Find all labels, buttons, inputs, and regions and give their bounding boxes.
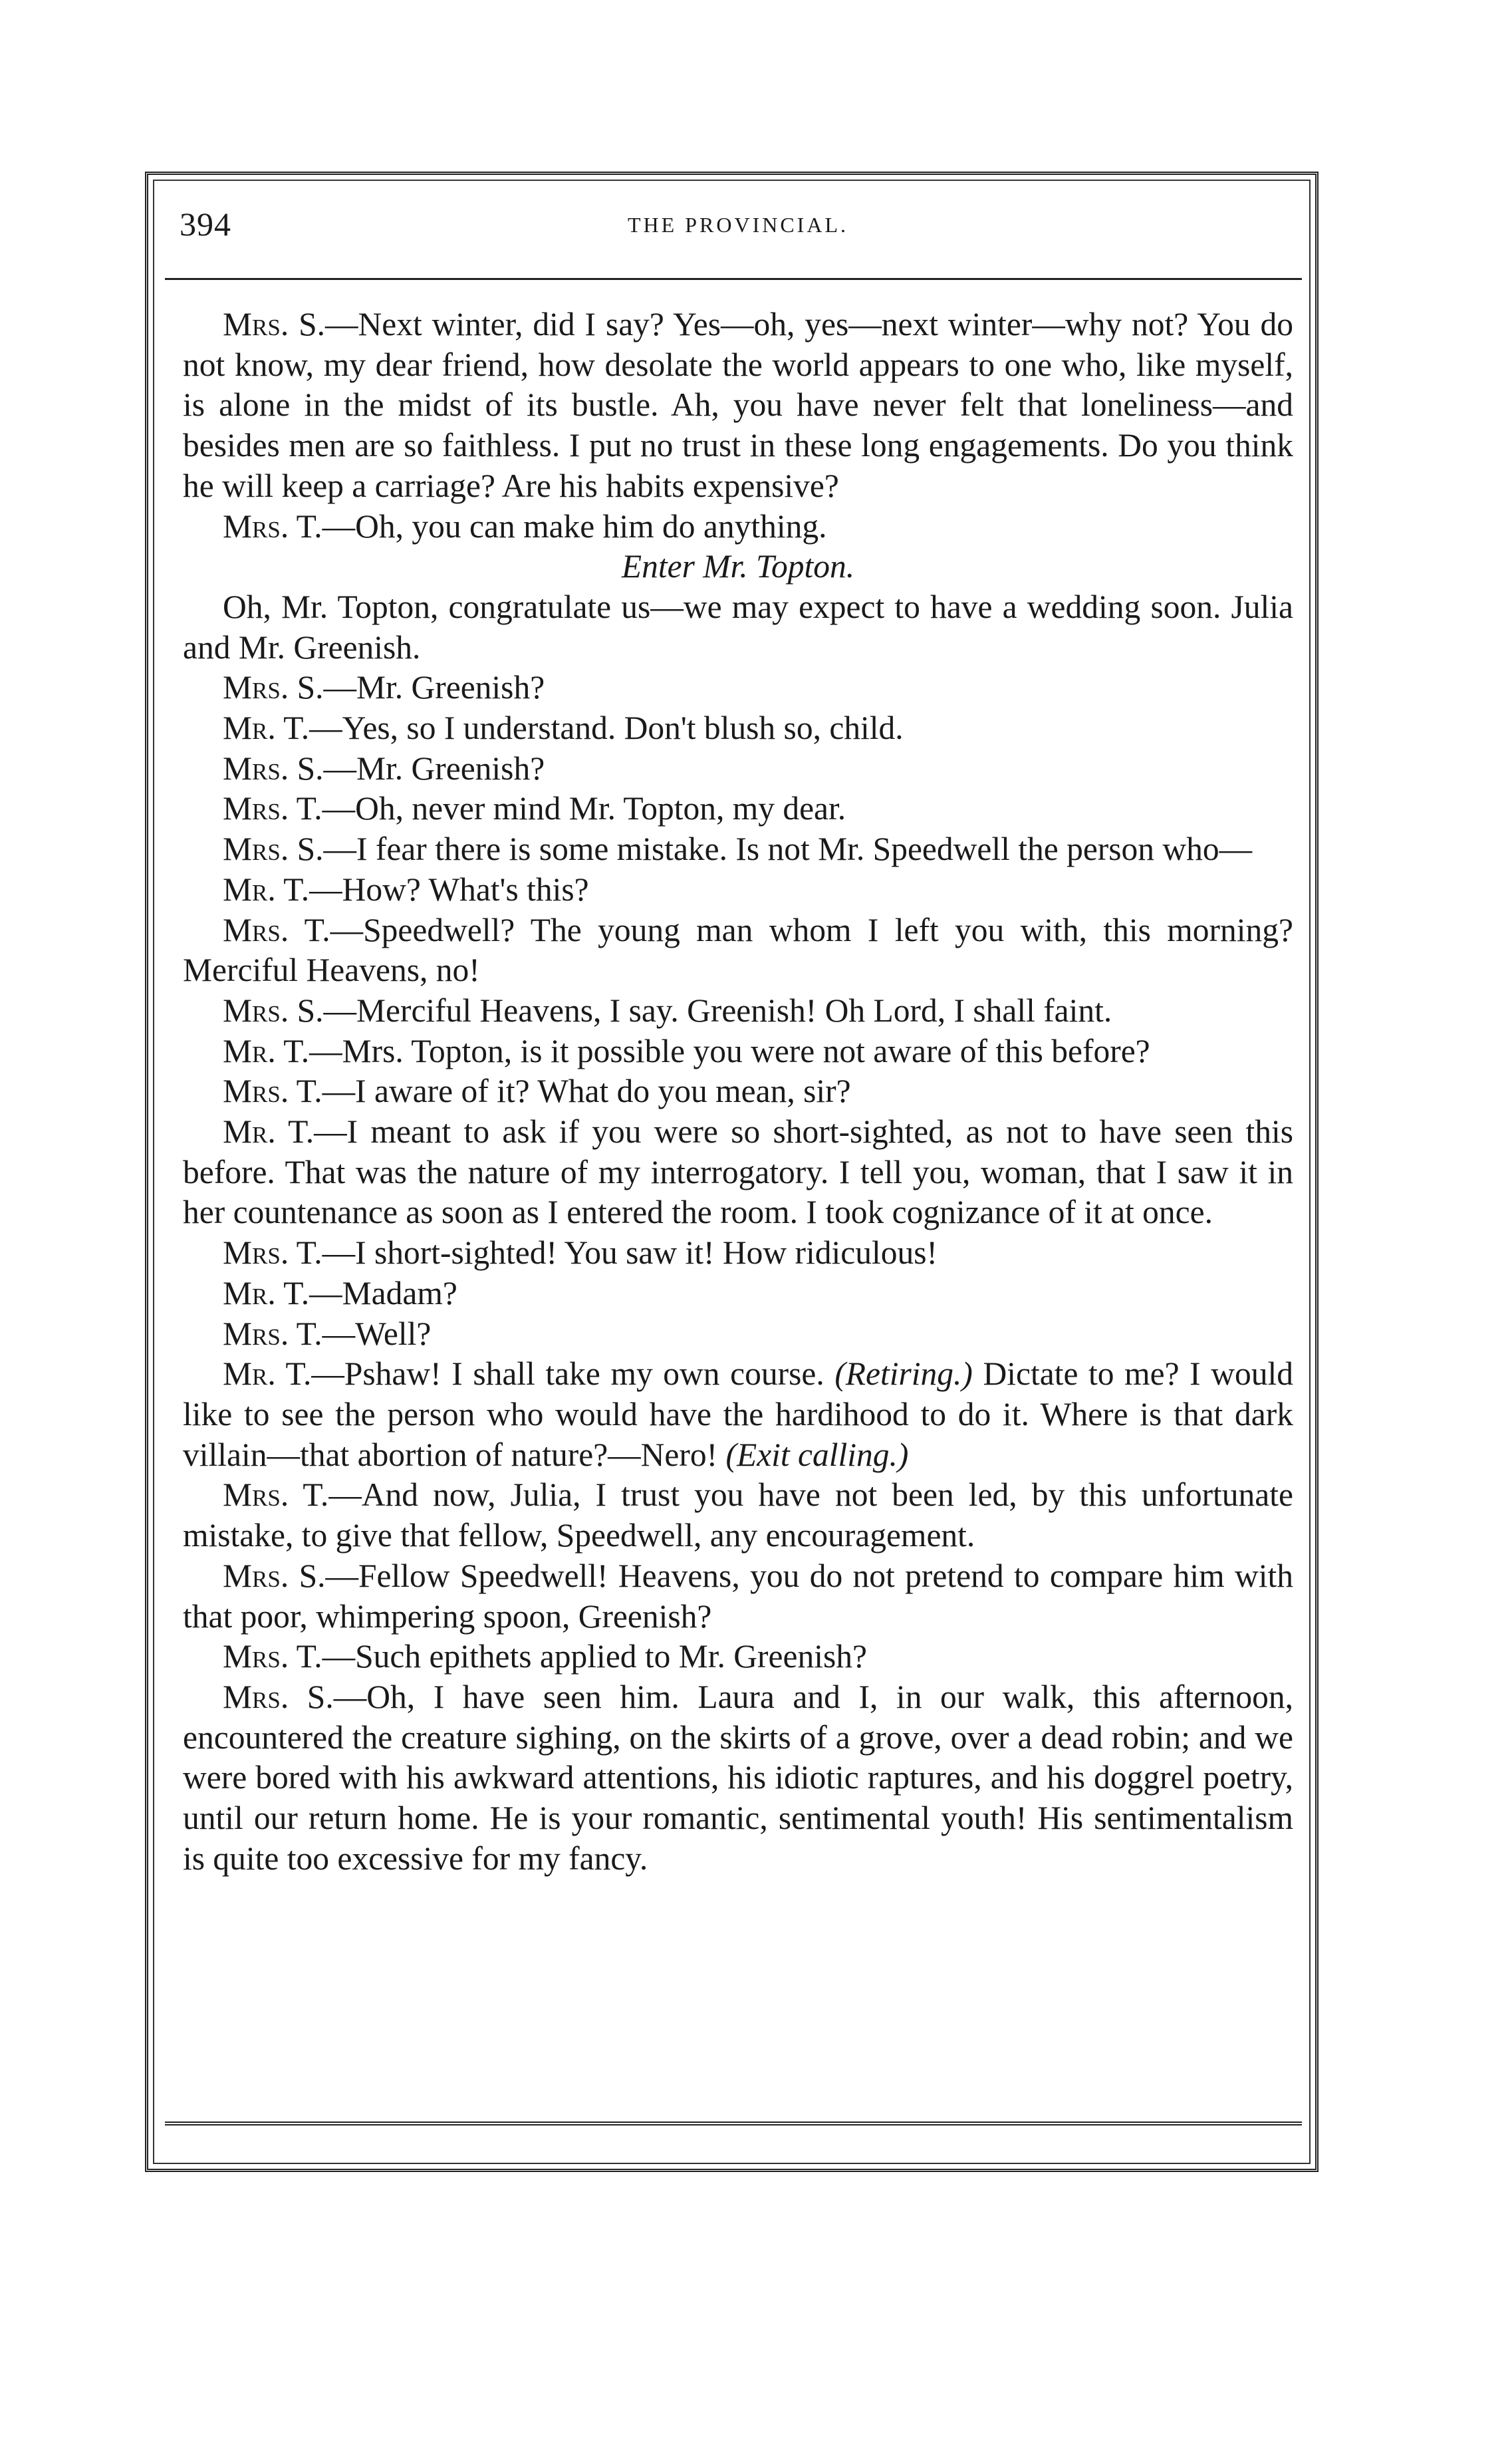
dialogue-text: —Such epithets applied to Mr. Greenish? (322, 1638, 867, 1675)
dialogue-text: —Mr. Greenish? (323, 669, 545, 706)
dialogue-text: —How? What's this? (309, 871, 589, 908)
dialogue-text: —I fear there is some mistake. Is not Mr. Speedwell the person who— (323, 831, 1253, 868)
paragraph (183, 305, 1293, 507)
paragraph (183, 991, 1293, 1031)
paragraph (183, 587, 1293, 668)
page-number: 394 (180, 205, 231, 243)
dialogue-text: —Oh, I have seen him. Laura and I, in our walk, this afternoon, encountered the creature sighing, on the skirts of a grove, over a dead robin; and we were bored with his awkward attentions, his idiotic raptures, and his doggrel poetry, until our return home. He is your romantic, sentimental youth! His sentimentalism is quite too excessive for my fancy. (183, 1678, 1293, 1877)
paragraph (183, 870, 1293, 910)
paragraph (183, 668, 1293, 708)
paragraph (183, 749, 1293, 789)
footer-rule (165, 2122, 1302, 2125)
paragraph (183, 1233, 1293, 1274)
speaker-name: Mrs. T. (223, 1638, 322, 1675)
speaker-name: Mrs. S. (223, 306, 326, 342)
dialogue-text: —Merciful Heavens, I say. Greenish! Oh Lord, I shall faint. (323, 992, 1112, 1029)
paragraph (183, 1071, 1293, 1112)
paragraph (183, 1031, 1293, 1072)
paragraph (183, 910, 1293, 991)
dialogue-text: —Fellow Speedwell! Heavens, you do not pretend to compare him with that poor, whimpering spoon, Greenish? (183, 1557, 1293, 1635)
speaker-name: Mr. T. (223, 1274, 310, 1311)
paragraph (183, 1274, 1293, 1314)
speaker-name: Mr. T. (223, 1113, 315, 1151)
dialogue-text: —Yes, so I understand. Don't blush so, child. (309, 710, 904, 747)
page-header (180, 205, 1297, 258)
speaker-name: Mrs. T. (223, 1073, 322, 1110)
dialogue-text: —And now, Julia, I trust you have not been led, by this unfortunate mistake, to give that fellow, Speedwell, any encouragement. (183, 1476, 1293, 1554)
paragraph (183, 1354, 1293, 1475)
stage-direction-inline: (Retiring.) (834, 1355, 973, 1393)
speaker-name: Mrs. S. (223, 992, 324, 1029)
paragraph (183, 1677, 1293, 1879)
paragraph (183, 708, 1293, 749)
speaker-name: Mrs. T. (223, 1315, 322, 1352)
running-title: THE PROVINCIAL. (628, 213, 848, 237)
paragraph (183, 1314, 1293, 1355)
speaker-name: Mr. T. (223, 710, 310, 747)
paragraph (183, 1112, 1293, 1233)
body-text (183, 305, 1293, 1879)
speaker-name: Mrs. S. (223, 669, 324, 706)
dialogue-text: —Oh, you can make him do anything. (322, 507, 827, 545)
dialogue-text: —I short-sighted! You saw it! How ridiculous! (322, 1234, 938, 1272)
speaker-name: Mrs. S. (223, 1557, 326, 1594)
speaker-name: Mrs. T. (223, 507, 322, 545)
speaker-name: Mr. T. (223, 1355, 312, 1393)
stage-direction-inline: (Exit calling.) (725, 1436, 909, 1473)
dialogue-text: —Next winter, did I say? Yes—oh, yes—next winter—why not? You do not know, my dear friend, how desolate the world appears to one who, like myself, is alone in the midst of its bustle. Ah, you have never felt that loneliness—and besides men are so faithless. I put no trust in these long engagements. Do you think he will keep a carriage? Are his habits expensive? (183, 306, 1293, 504)
dialogue-text: —I aware of it? What do you mean, sir? (322, 1073, 851, 1110)
dialogue-text: —I meant to ask if you were so short-sighted, as not to have seen this before. That was the nature of my interrogatory. I tell you, woman, that I saw it in her countenance as soon as I entered the room. I took cognizance of it at once. (183, 1113, 1294, 1231)
speaker-name: Mrs. S. (223, 1678, 334, 1715)
speaker-name: Mrs. S. (223, 750, 324, 787)
paragraph (183, 829, 1293, 870)
dialogue-text: —Pshaw! I shall take my own course. (311, 1355, 824, 1393)
speaker-name: Mrs. T. (223, 790, 322, 827)
speaker-name: Mrs. T. (223, 911, 330, 948)
dialogue-text: Dictate to me? I would like to see the person who would have the hardihood to do it. Where is that dark villain—that abortion of nature?—Nero! (183, 1355, 1294, 1473)
dialogue-text: —Oh, never mind Mr. Topton, my dear. (322, 790, 846, 827)
speaker-name: Mr. T. (223, 871, 310, 908)
stage-direction: Enter Mr. Topton. (621, 548, 855, 585)
paragraph (183, 789, 1293, 829)
dialogue-text: —Mrs. Topton, is it possible you were not aware of this before? (309, 1032, 1150, 1069)
speaker-name: Mrs. S. (223, 831, 324, 868)
dialogue-text: —Madam? (309, 1274, 457, 1311)
dialogue-text: —Well? (322, 1315, 432, 1352)
paragraph (183, 1637, 1293, 1677)
speaker-name: Mrs. T. (223, 1476, 329, 1514)
speaker-name: Mrs. T. (223, 1234, 322, 1272)
paragraph (183, 507, 1293, 547)
dialogue-text: —Mr. Greenish? (323, 750, 545, 787)
header-rule (165, 278, 1302, 280)
dialogue-text: —Speedwell? The young man whom I left you with, this morning? Merciful Heavens, no! (183, 911, 1293, 989)
dialogue-text: Oh, Mr. Topton, congratulate us—we may expect to have a wedding soon. Julia and Mr. Greenish. (183, 588, 1293, 666)
paragraph (183, 1556, 1293, 1637)
paragraph (183, 1475, 1293, 1556)
speaker-name: Mr. T. (223, 1032, 310, 1069)
